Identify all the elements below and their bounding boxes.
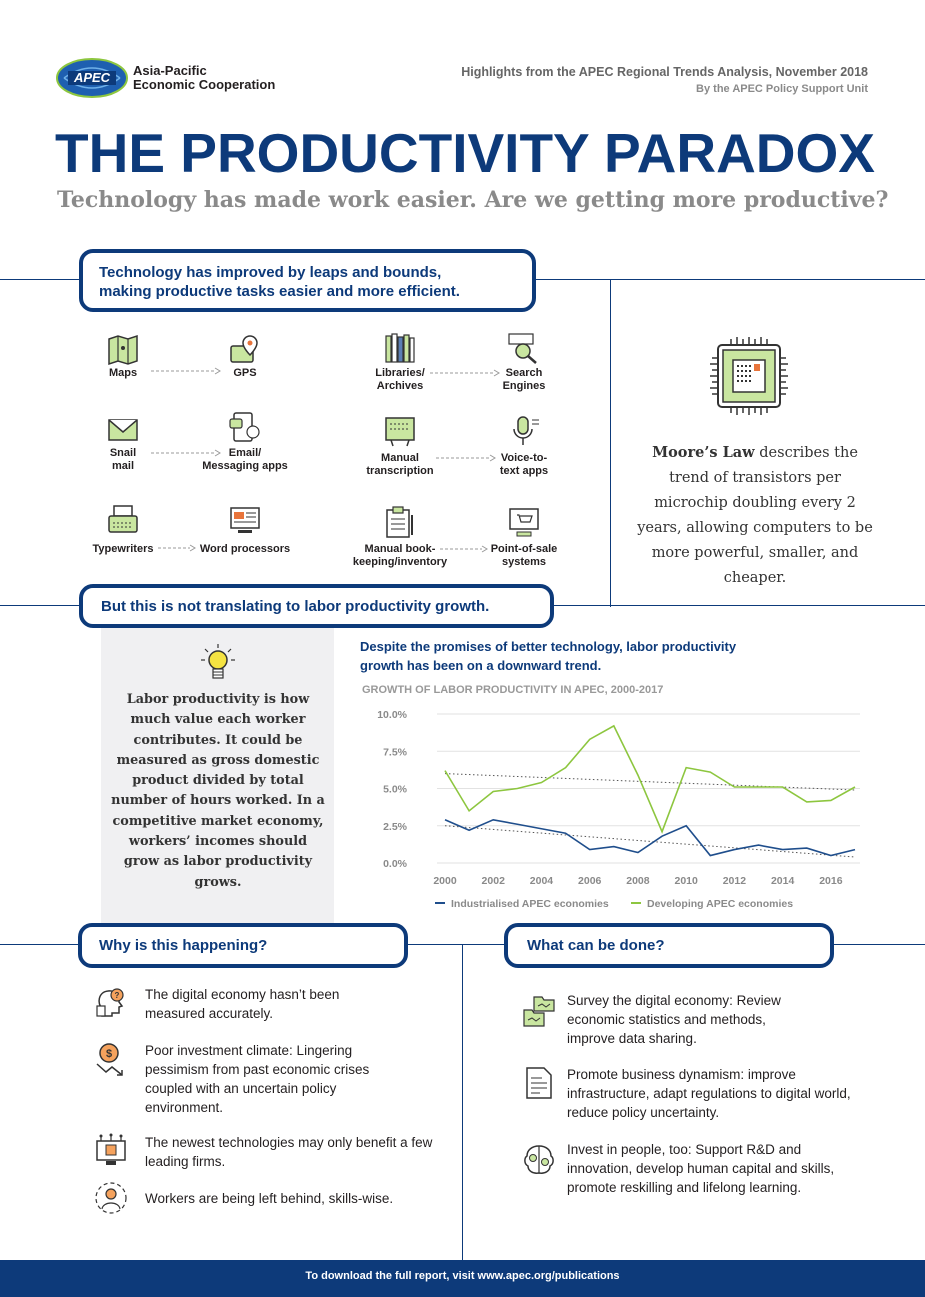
chart-title: GROWTH OF LABOR PRODUCTIVITY IN APEC, 2000-2017 xyxy=(362,684,664,696)
divider-line xyxy=(0,944,80,945)
pair-to-line: Voice-to- xyxy=(500,452,548,464)
org-name-line2: Economic Cooperation xyxy=(133,77,276,92)
x-tick-label: 2004 xyxy=(529,875,554,887)
pair-from-line: mail xyxy=(111,460,134,472)
cash-register-icon xyxy=(507,505,541,539)
page-subtitle: Technology has made work easier. Are we getting more productive? xyxy=(57,187,889,213)
brain-gears-icon xyxy=(522,1143,556,1177)
x-tick-label: 2008 xyxy=(626,875,650,887)
clipboard-icon xyxy=(383,505,417,539)
library-icon xyxy=(383,331,417,365)
pair-to-label xyxy=(494,367,554,393)
legend-label: Industrialised APEC economies xyxy=(451,898,609,910)
pair-to-line: Engines xyxy=(502,380,546,392)
labor-definition: Labor productivity is how much value each worker contributes. It could be measured as gross domestic product divided by total number of hours worked. In a competitive market economy, workers’ incomes should grow as labor productivity grows. xyxy=(111,692,325,890)
trendline xyxy=(445,826,855,857)
pair-to-label xyxy=(484,543,564,569)
dashed-arrow xyxy=(436,454,496,462)
pair-from-label xyxy=(345,543,455,569)
pair-from-label: Typewriters xyxy=(92,543,154,555)
dashed-arrow xyxy=(151,367,221,375)
gps-icon xyxy=(228,332,262,366)
what-heading: What can be done? xyxy=(504,923,834,968)
svg-text:?: ? xyxy=(114,991,120,1000)
what-item: Promote business dynamism: improve infrastructure, adapt regulations to digital world, reduce policy uncertainty. xyxy=(567,1067,851,1120)
microphone-icon xyxy=(507,414,541,448)
x-tick-label: 2006 xyxy=(578,875,602,887)
what-item: Invest in people, too: Support R&D and innovation, develop human capital and skills, promote reskilling and lifelong learning. xyxy=(567,1142,835,1195)
word-processor-icon xyxy=(228,503,262,537)
dashed-arrow xyxy=(158,544,196,552)
dashed-arrow xyxy=(430,369,500,377)
x-tick-label: 2016 xyxy=(819,875,843,887)
pair-from-label: Maps xyxy=(108,367,138,379)
pair-from-line: Manual book- xyxy=(364,543,436,555)
org-name xyxy=(133,64,275,92)
divider-line xyxy=(407,944,504,945)
why-item: The digital economy hasn’t been measured accurately. xyxy=(145,987,340,1021)
money-down-icon xyxy=(94,1042,128,1076)
series-line-industrialised xyxy=(445,820,855,856)
moores-law-text xyxy=(630,440,880,591)
why-item: Workers are being left behind, skills-wise. xyxy=(145,1191,394,1206)
pair-from-label xyxy=(355,452,445,478)
typewriter-icon xyxy=(106,503,140,537)
x-tick-label: 2014 xyxy=(770,875,795,887)
x-tick-label: 2002 xyxy=(481,875,505,887)
why-heading: Why is this happening? xyxy=(78,923,408,968)
page-title: THE PRODUCTIVITY PARADOX xyxy=(55,122,875,184)
pair-from-line: Manual xyxy=(381,452,419,464)
labor-heading: But this is not translating to labor productivity growth. xyxy=(79,584,554,628)
series-line-developing xyxy=(445,726,855,832)
pair-to-line: Email/ xyxy=(228,447,262,459)
y-tick-label: 5.0% xyxy=(383,783,407,796)
folders-icon xyxy=(522,994,556,1028)
search-icon xyxy=(507,331,541,365)
pair-to-line: Messaging apps xyxy=(202,460,288,472)
x-tick-label: 2000 xyxy=(433,875,457,887)
pair-from-line: keeping/inventory xyxy=(352,556,448,568)
why-item: Poor investment climate: Lingering pessimism from past economic crises coupled with an uncertain policy environment. xyxy=(145,1043,370,1115)
pair-from-line: Archives xyxy=(376,380,424,392)
y-tick-label: 7.5% xyxy=(383,746,407,759)
microchip-icon xyxy=(706,333,792,419)
head-question-icon xyxy=(94,986,128,1020)
productivity-chart xyxy=(355,700,875,920)
chart-intro-line2: growth has been on a downward trend. xyxy=(360,658,602,673)
pair-from-label xyxy=(98,447,148,473)
worker-skills-icon xyxy=(94,1181,128,1215)
keyboard-hands-icon xyxy=(383,414,417,448)
pair-to-label xyxy=(196,447,294,473)
x-tick-label: 2010 xyxy=(674,875,698,887)
pair-from-line: Libraries/ xyxy=(375,367,425,379)
y-tick-label: 2.5% xyxy=(383,820,407,833)
pair-to-line: systems xyxy=(501,556,547,568)
footer-text[interactable]: To download the full report, visit www.apec.org/publications xyxy=(305,1270,620,1282)
computer-network-icon xyxy=(94,1133,128,1167)
y-tick-label: 0.0% xyxy=(383,858,407,870)
pair-to-label xyxy=(494,452,554,478)
chart-intro-line1: Despite the promises of better technology, labor productivity xyxy=(360,639,737,654)
byline: By the APEC Policy Support Unit xyxy=(696,83,868,95)
document-list-icon xyxy=(522,1066,556,1100)
chart-intro xyxy=(360,637,736,675)
highlight-line: Highlights from the APEC Regional Trends Analysis, November 2018 xyxy=(461,65,868,79)
envelope-icon xyxy=(106,412,140,446)
tech-heading xyxy=(79,249,536,312)
pair-from-line: Snail xyxy=(109,447,137,459)
trendline xyxy=(445,774,855,790)
why-item: The newest technologies may only benefit a few leading firms. xyxy=(145,1135,433,1169)
divider-line xyxy=(462,944,463,1260)
tech-heading-line1: Technology has improved by leaps and bounds, xyxy=(99,264,442,281)
logo-text: APEC xyxy=(73,70,111,85)
legend-label: Developing APEC economies xyxy=(647,898,794,910)
svg-text:$: $ xyxy=(105,1048,113,1060)
tech-heading-line2: making productive tasks easier and more efficient. xyxy=(99,283,460,300)
moores-law-term: Moore’s Law xyxy=(652,444,755,461)
dashed-arrow xyxy=(440,545,488,553)
x-tick-label: 2012 xyxy=(722,875,747,887)
pair-to-label: Word processors xyxy=(199,543,291,555)
messaging-icon xyxy=(228,410,262,444)
divider-line xyxy=(833,944,925,945)
org-name-line1: Asia-Pacific xyxy=(133,63,207,78)
pair-to-line: Point-of-sale xyxy=(490,543,558,555)
pair-to-line: Search xyxy=(505,367,543,379)
lightbulb-icon xyxy=(200,643,236,683)
y-tick-label: 10.0% xyxy=(377,709,407,721)
divider-line xyxy=(610,279,611,607)
map-icon xyxy=(106,333,140,367)
apec-logo xyxy=(56,58,128,98)
what-item: Survey the digital economy: Review economic statistics and methods, improve data sharing. xyxy=(567,993,781,1046)
pair-to-label: GPS xyxy=(233,367,257,379)
pair-to-line: text apps xyxy=(499,465,549,477)
moores-law-description: describes the trend of transistors per microchip doubling every 2 years, allowing computers to be more powerful, smaller, and cheaper. xyxy=(637,445,873,586)
pair-from-label xyxy=(365,367,435,393)
pair-from-line: transcription xyxy=(366,465,434,477)
